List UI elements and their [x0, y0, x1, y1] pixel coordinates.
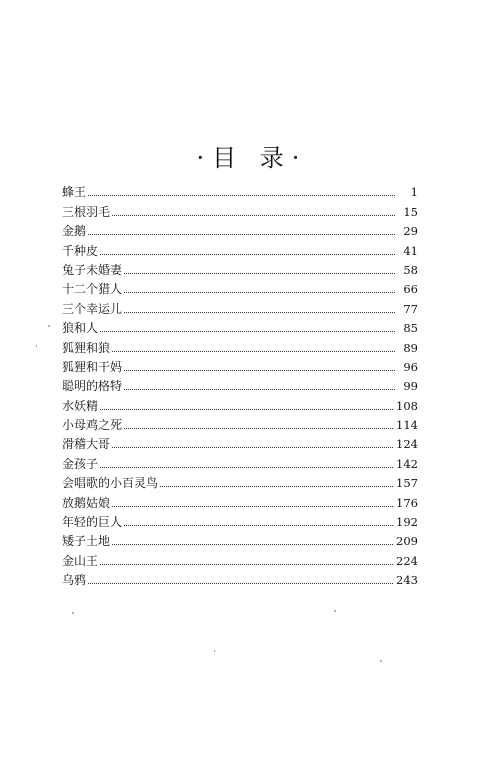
toc-entry-title: 金孩子 — [62, 456, 99, 471]
toc-entry — [62, 238, 418, 257]
toc-entry — [62, 393, 418, 412]
toc-entry-page: 77 — [403, 301, 418, 316]
dot-leader — [100, 466, 393, 468]
toc-entry-title: 三个幸运儿 — [62, 301, 123, 316]
dot-leader — [88, 194, 395, 196]
dot-leader — [124, 272, 395, 274]
toc-entry-title: 乌鸦 — [62, 573, 87, 588]
scan-speck — [48, 325, 50, 327]
toc-entry — [62, 471, 418, 490]
toc-entry-title: 矮子土地 — [62, 534, 111, 549]
toc-entry — [62, 355, 418, 374]
toc-entry-page: 142 — [396, 456, 418, 471]
toc-entry-title: 小母鸡之死 — [62, 418, 123, 433]
toc-entry-page: 124 — [396, 437, 418, 452]
dot-leader — [100, 330, 395, 332]
toc-entry — [62, 568, 418, 587]
toc-entry-page: 15 — [403, 204, 418, 219]
toc-entry — [62, 529, 418, 548]
toc-entry-title: 滑稽大哥 — [62, 437, 111, 452]
toc-entry-page: 192 — [396, 515, 418, 530]
dot-leader — [100, 253, 395, 255]
toc-entry-title: 会唱歌的小百灵鸟 — [62, 476, 159, 491]
toc-entry — [62, 374, 418, 393]
toc-entry — [62, 490, 418, 509]
dot-leader — [88, 233, 395, 235]
toc-entry-title: 水妖精 — [62, 398, 99, 413]
toc-entry — [62, 316, 418, 335]
dot-leader — [124, 291, 395, 293]
scan-speck — [72, 612, 74, 614]
toc-entry-title: 年轻的巨人 — [62, 515, 123, 530]
toc-entry-title: 千种皮 — [62, 243, 99, 258]
dot-leader — [112, 446, 393, 448]
dot-leader — [124, 369, 395, 371]
toc-entry — [62, 258, 418, 277]
page-title: ·目 录· — [196, 144, 308, 172]
scan-speck — [36, 345, 37, 347]
toc-entry — [62, 199, 418, 218]
toc-entry-page: 89 — [403, 340, 418, 355]
scan-speck — [380, 660, 382, 662]
toc-entry-page: 176 — [396, 495, 418, 510]
dot-leader — [88, 582, 393, 584]
toc-entry — [62, 432, 418, 451]
toc-entry-page: 85 — [403, 321, 418, 336]
toc-entry-page: 41 — [403, 243, 418, 258]
dot-leader — [100, 408, 393, 410]
toc-entry-page: 114 — [396, 418, 418, 433]
table-of-contents — [62, 180, 418, 587]
toc-entry-title: 兔子未婚妻 — [62, 262, 123, 277]
scan-speck — [214, 650, 215, 652]
dot-leader — [160, 485, 393, 487]
toc-entry — [62, 335, 418, 354]
toc-entry-title: 放鹅姑娘 — [62, 495, 111, 510]
dot-leader — [112, 505, 393, 507]
toc-entry-title: 狐狸和狼 — [62, 340, 111, 355]
toc-entry-title: 聪明的格特 — [62, 379, 123, 394]
dot-leader — [112, 543, 393, 545]
toc-entry-page: 96 — [403, 359, 418, 374]
toc-entry-page: 29 — [403, 224, 418, 239]
toc-entry — [62, 296, 418, 315]
toc-entry-title: 狐狸和干妈 — [62, 359, 123, 374]
toc-entry — [62, 277, 418, 296]
toc-entry — [62, 413, 418, 432]
scan-speck — [334, 610, 336, 612]
toc-entry — [62, 510, 418, 529]
dot-leader — [124, 311, 395, 313]
dot-leader — [100, 563, 393, 565]
dot-leader — [112, 350, 395, 352]
toc-entry-page: 157 — [396, 476, 418, 491]
toc-entry — [62, 548, 418, 567]
toc-entry — [62, 219, 418, 238]
toc-entry-page: 108 — [396, 398, 418, 413]
dot-leader — [124, 524, 393, 526]
toc-entry — [62, 451, 418, 470]
toc-entry-title: 狼和人 — [62, 321, 99, 336]
dot-leader — [124, 388, 395, 390]
dot-leader — [112, 214, 395, 216]
toc-entry-title: 十二个猎人 — [62, 282, 123, 297]
toc-entry-title: 金鹅 — [62, 224, 87, 239]
toc-entry-title: 蜂王 — [62, 185, 87, 200]
toc-entry — [62, 180, 418, 199]
toc-entry-title: 三根羽毛 — [62, 204, 111, 219]
toc-entry-page: 243 — [396, 573, 418, 588]
toc-entry-page: 209 — [396, 534, 418, 549]
dot-leader — [124, 427, 393, 429]
toc-entry-page: 1 — [410, 185, 418, 200]
toc-entry-page: 66 — [403, 282, 418, 297]
toc-entry-page: 224 — [396, 553, 418, 568]
toc-entry-page: 99 — [403, 379, 418, 394]
toc-entry-title: 金山王 — [62, 553, 99, 568]
toc-entry-page: 58 — [403, 262, 418, 277]
